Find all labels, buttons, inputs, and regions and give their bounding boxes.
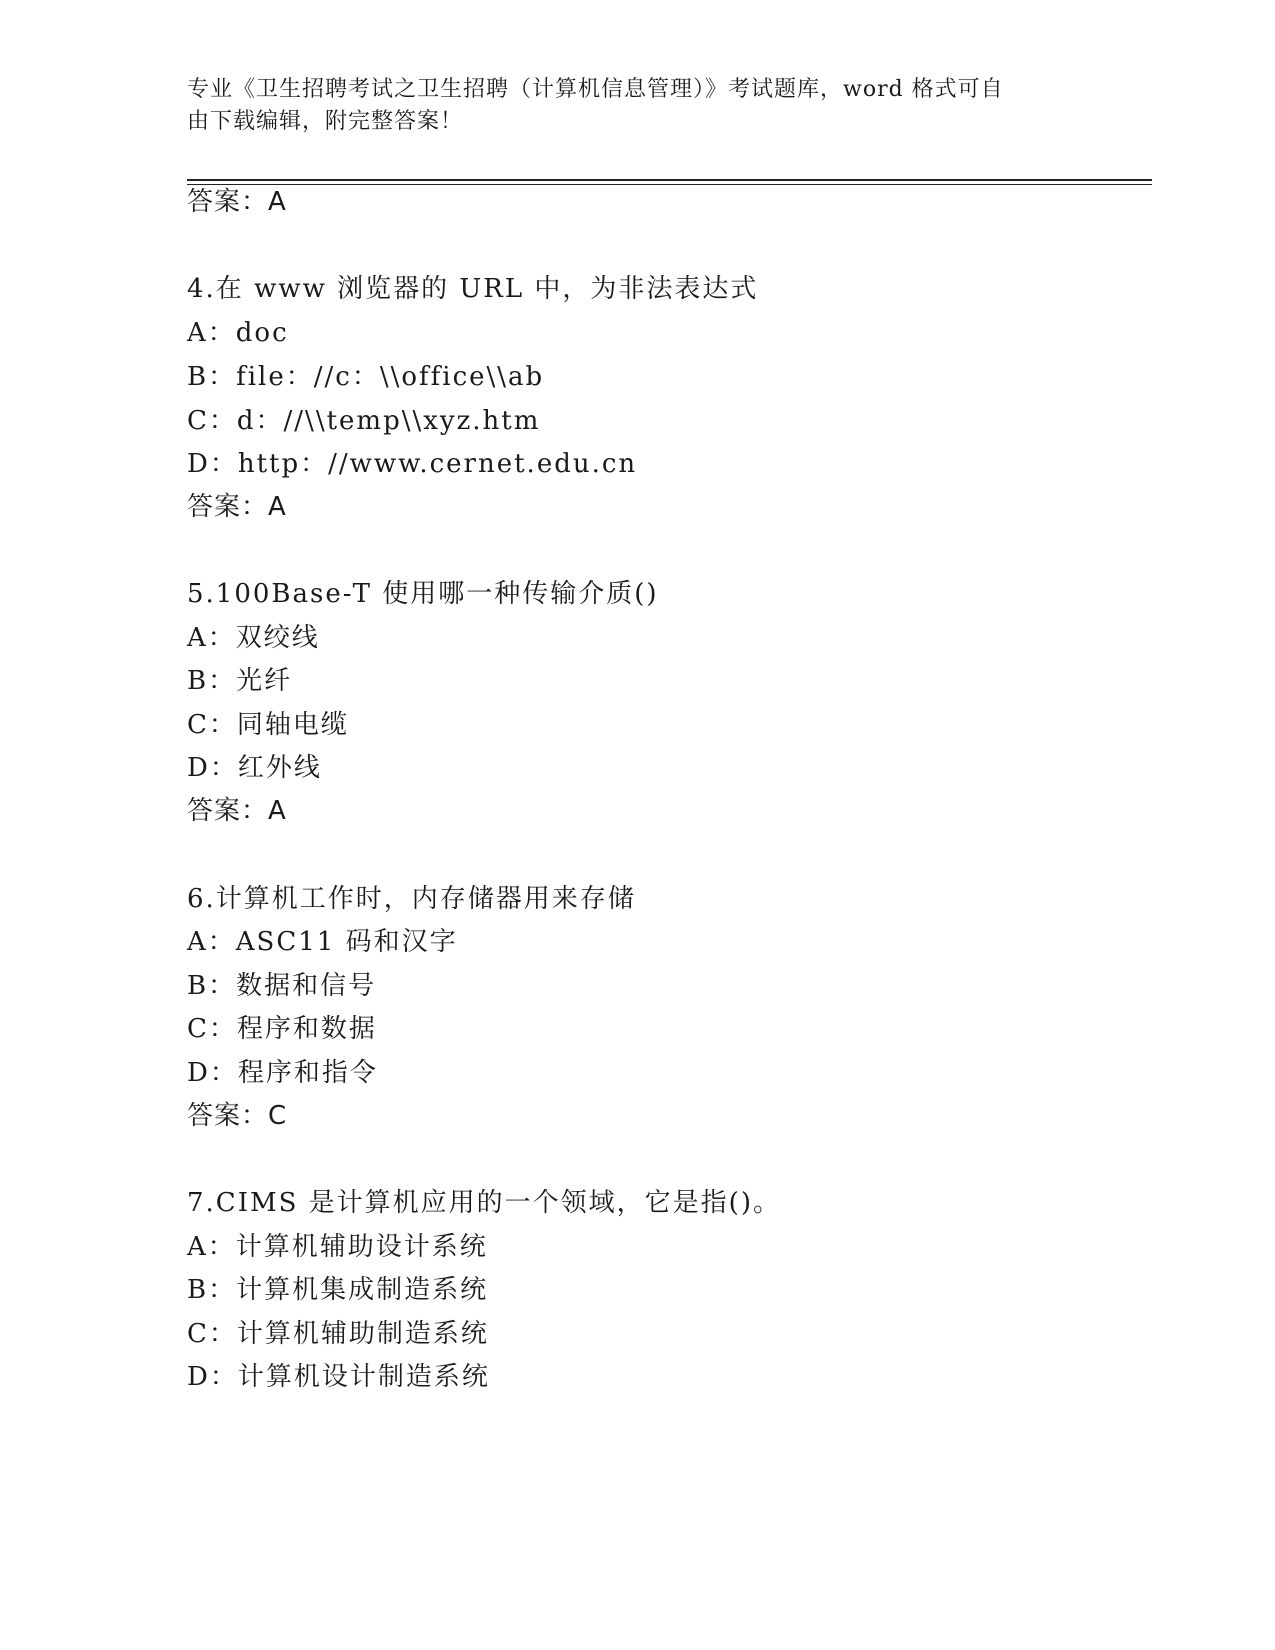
question-7-option-b: B：计算机集成制造系统 (187, 1275, 489, 1305)
question-5-answer: 答案：A (187, 796, 287, 826)
question-5-option-c: C：同轴电缆 (187, 710, 349, 740)
question-5-option-b: B：光纤 (187, 666, 293, 696)
header-rule-thick (187, 179, 1152, 181)
header-rule-thin (187, 184, 1152, 185)
question-7-stem: 7.CIMS 是计算机应用的一个领域，它是指()。 (187, 1188, 781, 1218)
question-6-answer: 答案：C (187, 1101, 288, 1131)
question-5-option-d: D：红外线 (187, 753, 322, 783)
question-4-option-d: D：http：//www.cernet.edu.cn (187, 449, 638, 479)
question-6-option-b: B：数据和信号 (187, 971, 377, 1001)
question-6-option-c: C：程序和数据 (187, 1014, 377, 1044)
question-6-option-a: A：ASC11 码和汉字 (187, 927, 458, 957)
header-line-1: 专业《卫生招聘考试之卫生招聘（计算机信息管理）》考试题库，word 格式可自 (187, 77, 1004, 102)
question-5-option-a: A：双绞线 (187, 623, 320, 653)
question-4-option-c: C：d：//\\temp\\xyz.htm (187, 406, 541, 436)
question-5-stem: 5.100Base-T 使用哪一种传输介质() (187, 579, 659, 609)
header-line-2: 由下载编辑，附完整答案！ (187, 109, 464, 134)
question-4-option-a: A：doc (187, 318, 289, 348)
question-6-stem: 6.计算机工作时，内存储器用来存储 (187, 884, 636, 914)
question-4-answer: 答案：A (187, 492, 287, 522)
answer-q3: 答案：A (187, 187, 287, 217)
question-7-option-a: A：计算机辅助设计系统 (187, 1232, 488, 1262)
question-4-option-b: B：file：//c：\\office\\ab (187, 362, 545, 392)
document-header (187, 74, 1067, 138)
question-4-stem: 4.在 www 浏览器的 URL 中，为非法表达式 (187, 274, 759, 304)
question-7-option-d: D：计算机设计制造系统 (187, 1362, 490, 1392)
question-6-option-d: D：程序和指令 (187, 1058, 378, 1088)
question-7-option-c: C：计算机辅助制造系统 (187, 1319, 489, 1349)
